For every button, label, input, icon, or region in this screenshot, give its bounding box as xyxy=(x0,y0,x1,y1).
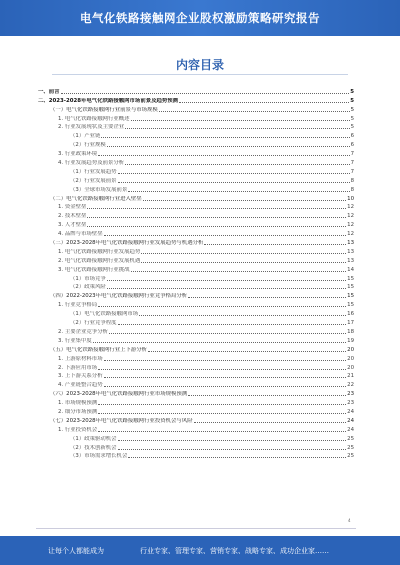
toc-entry[interactable] xyxy=(36,157,354,166)
toc-leader-dots xyxy=(141,262,346,263)
toc-entry-title: 1. 电气化铁路接触网行业概述 xyxy=(58,115,130,122)
toc-entry[interactable] xyxy=(36,210,354,219)
toc-entry[interactable] xyxy=(36,122,354,131)
toc-entry-title: 1. 行业竞争格局 xyxy=(58,302,98,309)
toc-entry[interactable] xyxy=(36,175,354,184)
toc-entry[interactable] xyxy=(36,166,354,175)
toc-entry-page: 23 xyxy=(347,391,354,398)
toc-entry-title: 1. 资金壁垒 xyxy=(58,204,87,211)
toc-entry-title: 1. 上游原材料市场 xyxy=(58,355,103,362)
toc-entry-title: （七）2023-2028年电气化铁路接触网行业投资机会与风险 xyxy=(50,417,193,424)
toc-entry-page: 15 xyxy=(347,284,354,291)
toc-leader-dots xyxy=(148,351,346,352)
toc-entry-title: （二）电气化铁路接触网行业进入壁垒 xyxy=(50,195,142,202)
toc-leader-dots xyxy=(61,93,350,94)
toc-entry-title: 3. 行业政策环境 xyxy=(58,151,98,158)
toc-entry-title: （三）2023-2028年电气化铁路接触网行业发展趋势与机遇分析 xyxy=(50,240,204,247)
toc-entry[interactable] xyxy=(36,148,354,157)
toc-leader-dots xyxy=(118,440,347,441)
toc-entry-title: 1. 电气化铁路接触网行业发展趋势 xyxy=(58,248,141,255)
toc-entry-page: 8 xyxy=(350,186,354,193)
page-number: 4 xyxy=(348,518,351,523)
toc-leader-dots xyxy=(118,324,347,325)
toc-entry[interactable] xyxy=(36,353,354,362)
toc-entry-title: 3. 上下游关系分析 xyxy=(58,373,103,380)
toc-entry[interactable] xyxy=(36,335,354,344)
toc-entry-page: 5 xyxy=(350,97,354,104)
toc-entry[interactable] xyxy=(36,299,354,308)
footer-slogan-right: 行业专家、管理专家、营销专家、战略专家、成功企业家…… xyxy=(140,546,329,555)
toc-entry-title: 1. 行业投资机会 xyxy=(58,426,98,433)
toc-entry-title: 2. 行业发展现状及主要企业 xyxy=(58,124,125,131)
toc-leader-dots xyxy=(104,235,347,236)
report-header-banner xyxy=(0,0,400,36)
toc-leader-dots xyxy=(204,244,346,245)
toc-entry-title: 2. 主要企业竞争分析 xyxy=(58,328,108,335)
toc-leader-dots xyxy=(109,333,346,334)
toc-entry-title: 2. 下游应用市场 xyxy=(58,364,98,371)
toc-entry-page: 18 xyxy=(347,328,354,335)
toc-entry-page: 20 xyxy=(347,364,354,371)
toc-entry[interactable] xyxy=(36,290,354,299)
toc-entry-page: 7 xyxy=(350,151,354,158)
toc-entry-title: 2. 电气化铁路接触网行业发展机遇 xyxy=(58,257,141,264)
toc-entry-title: （1）行业发展趋势 xyxy=(70,168,117,175)
toc-leader-dots xyxy=(87,217,346,218)
toc-entry-page: 21 xyxy=(347,373,354,380)
toc-entry-page: 6 xyxy=(350,142,354,149)
toc-heading: 内容目录 xyxy=(175,58,224,72)
toc-entry-page: 8 xyxy=(350,177,354,184)
toc-leader-dots xyxy=(98,369,346,370)
toc-leader-dots xyxy=(107,280,346,281)
toc-entry-page: 16 xyxy=(347,311,354,318)
toc-leader-dots xyxy=(188,297,346,298)
toc-leader-dots xyxy=(98,306,346,307)
toc-leader-dots xyxy=(87,208,346,209)
toc-entry[interactable] xyxy=(36,219,354,228)
toc-leader-dots xyxy=(125,128,349,129)
toc-entry[interactable] xyxy=(36,397,354,406)
toc-leader-dots xyxy=(98,155,349,156)
toc-entry-title: （2）行业竞争程度 xyxy=(70,320,117,327)
toc-entry-page: 12 xyxy=(347,231,354,238)
toc-entry-title: （1）政策驱动机会 xyxy=(70,435,117,442)
toc-entry-page: 24 xyxy=(347,417,354,424)
toc-leader-dots xyxy=(107,146,350,147)
toc-leader-dots xyxy=(128,191,349,192)
toc-entry[interactable] xyxy=(36,379,354,388)
toc-entry-title: 3. 行业集中度 xyxy=(58,337,92,344)
toc-leader-dots xyxy=(98,431,346,432)
toc-leader-dots xyxy=(118,449,347,450)
toc-entry[interactable] xyxy=(36,371,354,380)
toc-entry[interactable] xyxy=(36,442,354,451)
toc-entry-page: 20 xyxy=(347,355,354,362)
toc-entry-title: （2）行业规模 xyxy=(70,142,106,149)
toc-entry-title: （四）2022-2023年电气化铁路接触网行业竞争格局分析 xyxy=(50,293,188,300)
toc-entry[interactable] xyxy=(36,246,354,255)
toc-entry-title: 2. 技术壁垒 xyxy=(58,213,87,220)
toc-entry-page: 17 xyxy=(347,320,354,327)
toc-entry[interactable] xyxy=(36,113,354,122)
toc-entry-title: （1）产业链 xyxy=(70,133,101,140)
toc-leader-dots xyxy=(107,288,346,289)
toc-entry-page: 13 xyxy=(347,240,354,247)
toc-entry[interactable] xyxy=(36,273,354,282)
toc-entry[interactable] xyxy=(36,433,354,442)
table-of-contents xyxy=(36,86,354,459)
toc-leader-dots xyxy=(98,413,346,414)
toc-entry[interactable] xyxy=(36,362,354,371)
toc-leader-dots xyxy=(194,422,347,423)
toc-leader-dots xyxy=(118,182,350,183)
toc-entry-page: 15 xyxy=(347,293,354,300)
toc-entry-page: 7 xyxy=(350,168,354,175)
toc-entry-title: 二、2023-2028年电气化铁路接触网市场前景及趋势预测 xyxy=(38,97,179,104)
report-title: 电气化铁路接触网企业股权激励策略研究报告 xyxy=(80,11,320,25)
toc-entry-title: （3）全球市场发展前景 xyxy=(70,186,128,193)
toc-entry-page: 7 xyxy=(350,160,354,167)
toc-entry-title: （3）市场需求增长机会 xyxy=(70,453,128,460)
toc-entry-page: 12 xyxy=(347,213,354,220)
toc-entry-title: 4. 行业发展趋势及前景分析 xyxy=(58,160,125,167)
toc-divider xyxy=(52,74,348,75)
toc-leader-dots xyxy=(188,395,346,396)
toc-entry-page: 15 xyxy=(347,275,354,282)
toc-entry[interactable] xyxy=(36,104,354,113)
toc-leader-dots xyxy=(118,173,350,174)
toc-entry-page: 19 xyxy=(347,337,354,344)
toc-entry-page: 22 xyxy=(347,382,354,389)
toc-leader-dots xyxy=(131,271,347,272)
footer-banner xyxy=(0,536,400,565)
toc-entry[interactable] xyxy=(36,415,354,424)
toc-entry-page: 5 xyxy=(350,124,354,131)
toc-entry-page: 24 xyxy=(347,408,354,415)
toc-entry-title: 3. 人才壁垒 xyxy=(58,222,87,229)
toc-entry-title: （2）技术创新机会 xyxy=(70,444,117,451)
toc-leader-dots xyxy=(101,137,349,138)
toc-entry[interactable] xyxy=(36,130,354,139)
toc-entry[interactable] xyxy=(36,139,354,148)
toc-entry[interactable] xyxy=(36,228,354,237)
toc-entry[interactable] xyxy=(36,95,354,104)
toc-entry[interactable] xyxy=(36,202,354,211)
toc-entry-title: 1. 市场规模预测 xyxy=(58,400,98,407)
toc-leader-dots xyxy=(139,315,346,316)
toc-entry[interactable] xyxy=(36,308,354,317)
toc-entry[interactable] xyxy=(36,424,354,433)
toc-leader-dots xyxy=(128,457,346,458)
toc-entry-title: （一）电气化铁路接触网行业前景与市场规模 xyxy=(50,106,158,113)
toc-entry-page: 23 xyxy=(347,400,354,407)
toc-entry-page: 10 xyxy=(347,195,354,202)
toc-entry-title: （2）行业发展前景 xyxy=(70,177,117,184)
footer-divider xyxy=(36,528,356,529)
toc-entry-page: 6 xyxy=(350,133,354,140)
toc-entry-page: 12 xyxy=(347,222,354,229)
toc-entry-title: （六）2023-2028年电气化铁路接触网行业市场规模预测 xyxy=(50,391,188,398)
toc-entry-page: 5 xyxy=(350,106,354,113)
toc-entry-title: 2. 细分市场预测 xyxy=(58,408,98,415)
toc-entry[interactable] xyxy=(36,184,354,193)
toc-entry-title: （1）电气化铁路接触网市场 xyxy=(70,311,139,318)
toc-entry[interactable] xyxy=(36,406,354,415)
toc-entry-title: （1）市场竞争 xyxy=(70,275,106,282)
toc-leader-dots xyxy=(87,226,346,227)
toc-leader-dots xyxy=(104,377,347,378)
toc-entry[interactable] xyxy=(36,193,354,202)
toc-entry-page: 12 xyxy=(347,204,354,211)
toc-entry-page: 25 xyxy=(347,435,354,442)
toc-leader-dots xyxy=(159,111,350,112)
toc-leader-dots xyxy=(143,200,346,201)
toc-leader-dots xyxy=(131,120,350,121)
toc-entry-page: 24 xyxy=(347,426,354,433)
toc-leader-dots xyxy=(93,342,346,343)
toc-leader-dots xyxy=(179,102,349,103)
toc-entry[interactable] xyxy=(36,344,354,353)
toc-entry[interactable] xyxy=(36,255,354,264)
toc-entry-title: 4. 品牌与市场壁垒 xyxy=(58,231,103,238)
toc-entry[interactable] xyxy=(36,326,354,335)
toc-entry[interactable] xyxy=(36,317,354,326)
toc-entry-title: 3. 电气化铁路接触网行业挑战 xyxy=(58,266,130,273)
toc-leader-dots xyxy=(125,164,349,165)
toc-entry-page: 5 xyxy=(350,115,354,122)
toc-entry[interactable] xyxy=(36,282,354,291)
toc-entry-title: （2）政策风险 xyxy=(70,284,106,291)
toc-entry-title: 4. 产业链整合趋势 xyxy=(58,382,103,389)
toc-entry-page: 25 xyxy=(347,453,354,460)
toc-entry-page: 25 xyxy=(347,444,354,451)
toc-entry-page: 15 xyxy=(347,302,354,309)
toc-entry[interactable] xyxy=(36,264,354,273)
toc-entry-title: （五）电气化铁路接触网行业上下游分析 xyxy=(50,346,148,353)
toc-entry-page: 14 xyxy=(347,266,354,273)
toc-leader-dots xyxy=(104,386,347,387)
toc-leader-dots xyxy=(104,360,347,361)
footer-slogan-left: 让每个人都能成为 xyxy=(48,546,104,555)
toc-entry[interactable] xyxy=(36,451,354,460)
toc-entry-page: 20 xyxy=(347,346,354,353)
toc-leader-dots xyxy=(98,404,346,405)
toc-entry-page: 5 xyxy=(350,88,354,95)
toc-leader-dots xyxy=(141,253,346,254)
toc-entry-title: 一、前言 xyxy=(38,88,60,95)
toc-entry-page: 13 xyxy=(347,248,354,255)
toc-entry[interactable] xyxy=(36,388,354,397)
toc-entry[interactable] xyxy=(36,237,354,246)
toc-entry-page: 13 xyxy=(347,257,354,264)
toc-entry[interactable] xyxy=(36,86,354,95)
